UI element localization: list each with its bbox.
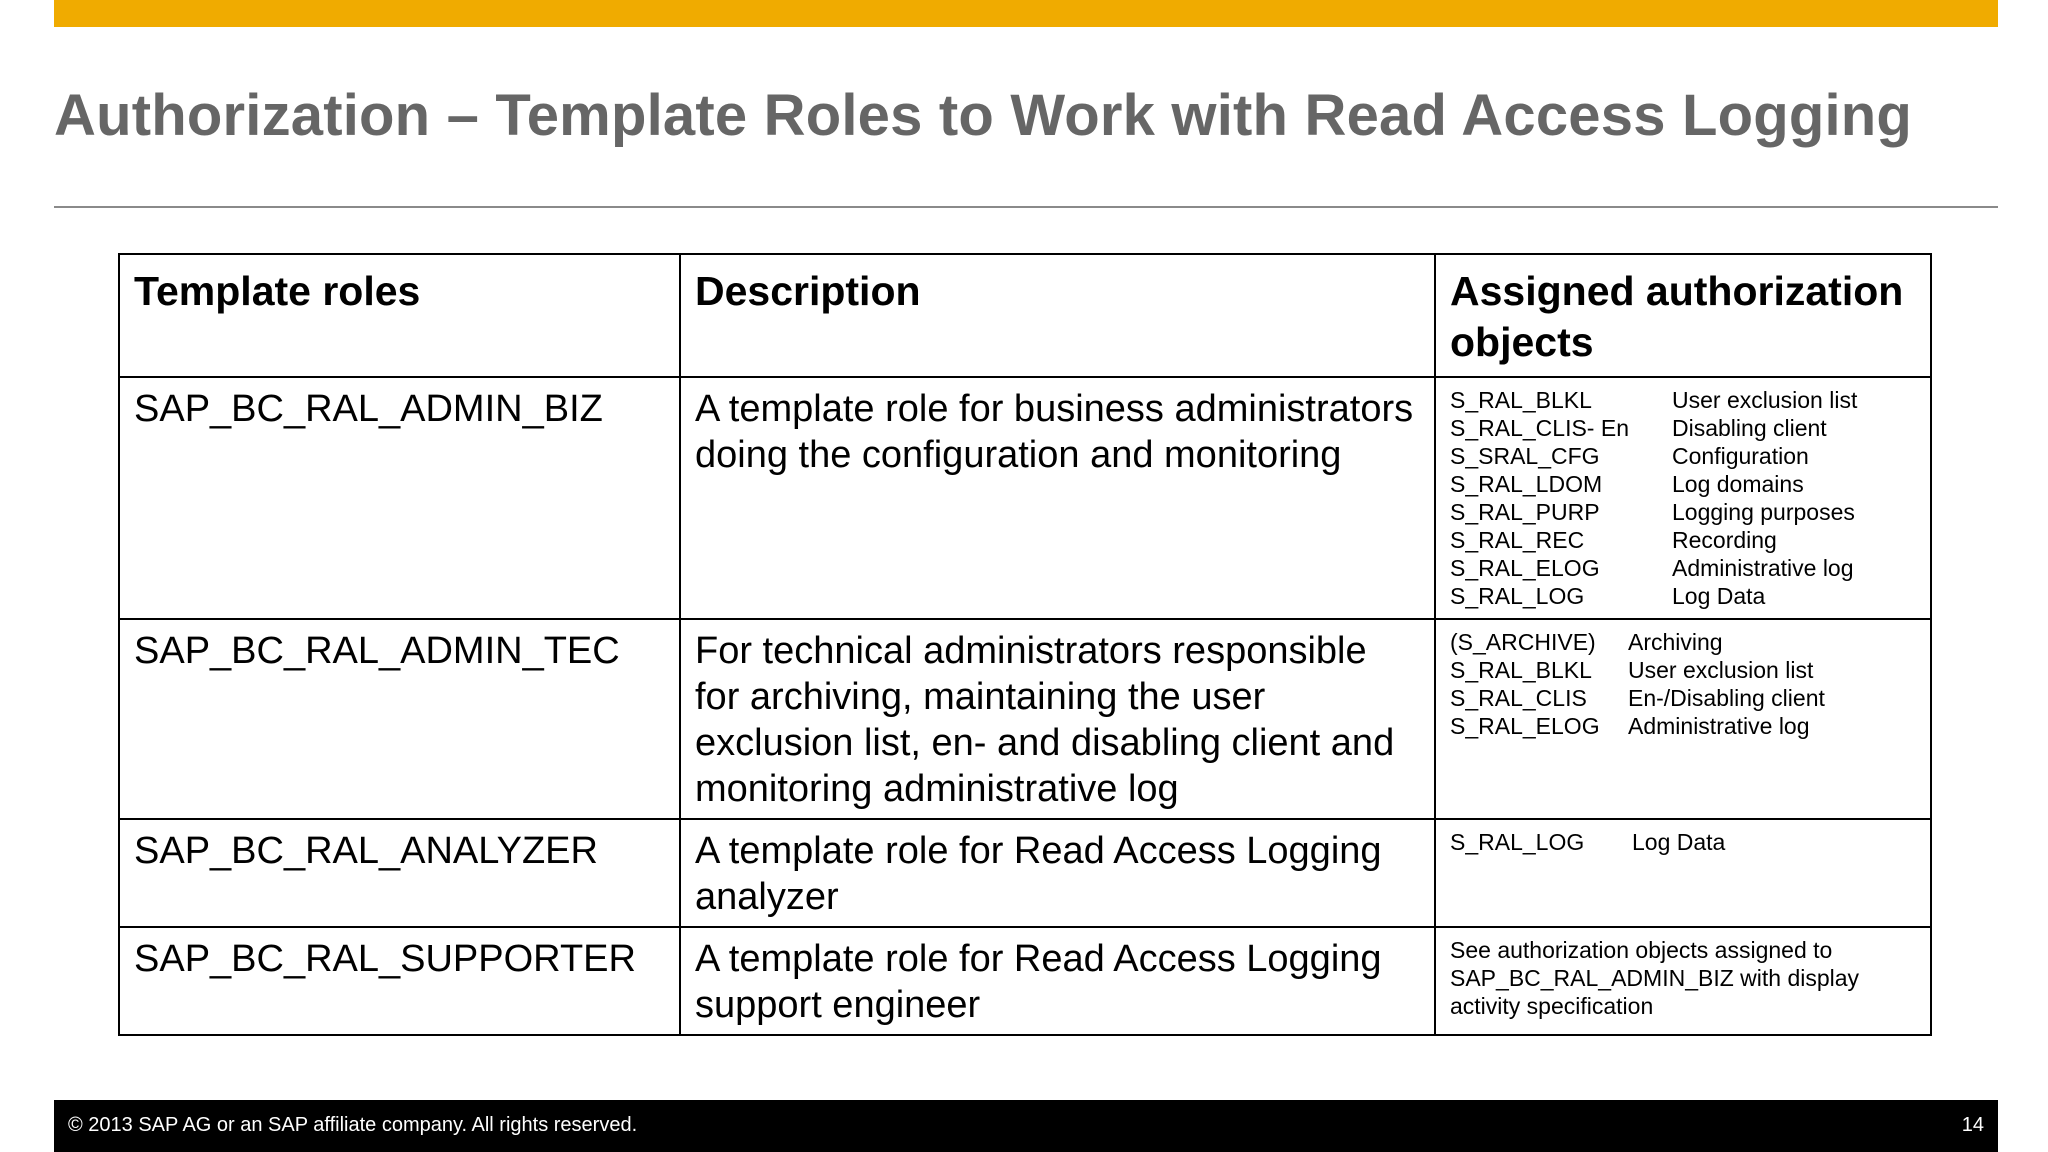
header-description: Description [680,254,1435,377]
role-description: For technical administrators responsible for archiving, maintaining the user exclusion list, en- and disabling client and monitoring administrative log [680,619,1435,819]
role-name: SAP_BC_RAL_ADMIN_TEC [119,619,680,819]
auth-object-row [1450,582,1916,610]
auth-object-label: Log Data [1672,583,1766,609]
auth-object-row [1450,712,1916,740]
authorization-objects-cell [1435,619,1931,819]
role-description: A template role for Read Access Logging analyzer [680,819,1435,927]
auth-object-code: S_RAL_BLKL [1450,657,1592,683]
auth-object-code: S_RAL_ELOG [1450,555,1600,581]
auth-object-row [1450,628,1916,656]
auth-object-label: Administrative log [1672,555,1854,581]
auth-object-row [1450,386,1916,414]
footer-bar [54,1100,1998,1152]
auth-object-label: User exclusion list [1628,657,1814,683]
auth-object-code: S_RAL_PURP [1450,499,1600,525]
auth-object-row [1450,470,1916,498]
role-description: A template role for business administrators doing the configuration and monitoring [680,377,1435,619]
auth-object-code: S_RAL_LOG [1450,583,1585,609]
auth-object-code: S_RAL_BLKL [1450,387,1592,413]
header-template-roles: Template roles [119,254,680,377]
auth-object-row [1450,684,1916,712]
auth-object-label: Disabling client [1672,415,1827,441]
auth-object-code: S_SRAL_CFG [1450,443,1600,469]
auth-object-label: Log domains [1672,471,1804,497]
auth-object-row [1450,828,1916,856]
auth-object-label: User exclusion list [1672,387,1858,413]
copyright-text: © 2013 SAP AG or an SAP affiliate company. All rights reserved. [68,1114,638,1136]
auth-object-row [1450,554,1916,582]
auth-object-row [1450,526,1916,554]
auth-object-row [1450,498,1916,526]
authorization-objects-cell [1435,819,1931,927]
auth-object-code: (S_ARCHIVE) [1450,629,1596,655]
table-row [119,377,1931,619]
auth-object-label: Logging purposes [1672,499,1855,525]
auth-object-row [1450,656,1916,684]
auth-object-label: Log Data [1632,829,1726,855]
accent-bar [54,0,1998,27]
page-number: 14 [1961,1114,1984,1136]
auth-object-label: Configuration [1672,443,1809,469]
table-row [119,927,1931,1035]
auth-object-label: Administrative log [1628,713,1810,739]
auth-object-code: S_RAL_CLIS [1450,685,1587,711]
title-divider [54,206,1998,208]
role-name: SAP_BC_RAL_ADMIN_BIZ [119,377,680,619]
template-roles-table [118,253,1932,1036]
auth-object-code: S_RAL_CLIS- En [1450,415,1629,441]
auth-object-row [1450,442,1916,470]
auth-object-code: S_RAL_LOG [1450,829,1585,855]
role-name: SAP_BC_RAL_ANALYZER [119,819,680,927]
auth-object-label: Archiving [1628,629,1723,655]
auth-object-label: En-/Disabling client [1628,685,1825,711]
table-row [119,819,1931,927]
role-name: SAP_BC_RAL_SUPPORTER [119,927,680,1035]
header-assigned-authorization-objects: Assigned authorization objects [1435,254,1931,377]
table-header-row [119,254,1931,377]
authorization-objects-cell [1435,377,1931,619]
auth-objects-note: See authorization objects assigned to SAP_BC_RAL_ADMIN_BIZ with display activity specification [1450,937,1860,1019]
role-description: A template role for Read Access Logging support engineer [680,927,1435,1035]
auth-object-code: S_RAL_ELOG [1450,713,1600,739]
auth-object-row [1450,414,1916,442]
auth-object-code: S_RAL_LDOM [1450,471,1603,497]
table-row [119,619,1931,819]
auth-object-label: Recording [1672,527,1777,553]
auth-object-code: S_RAL_REC [1450,527,1585,553]
authorization-objects-cell [1435,927,1931,1035]
slide-title: Authorization – Template Roles to Work with Read Access Logging [54,83,1913,148]
